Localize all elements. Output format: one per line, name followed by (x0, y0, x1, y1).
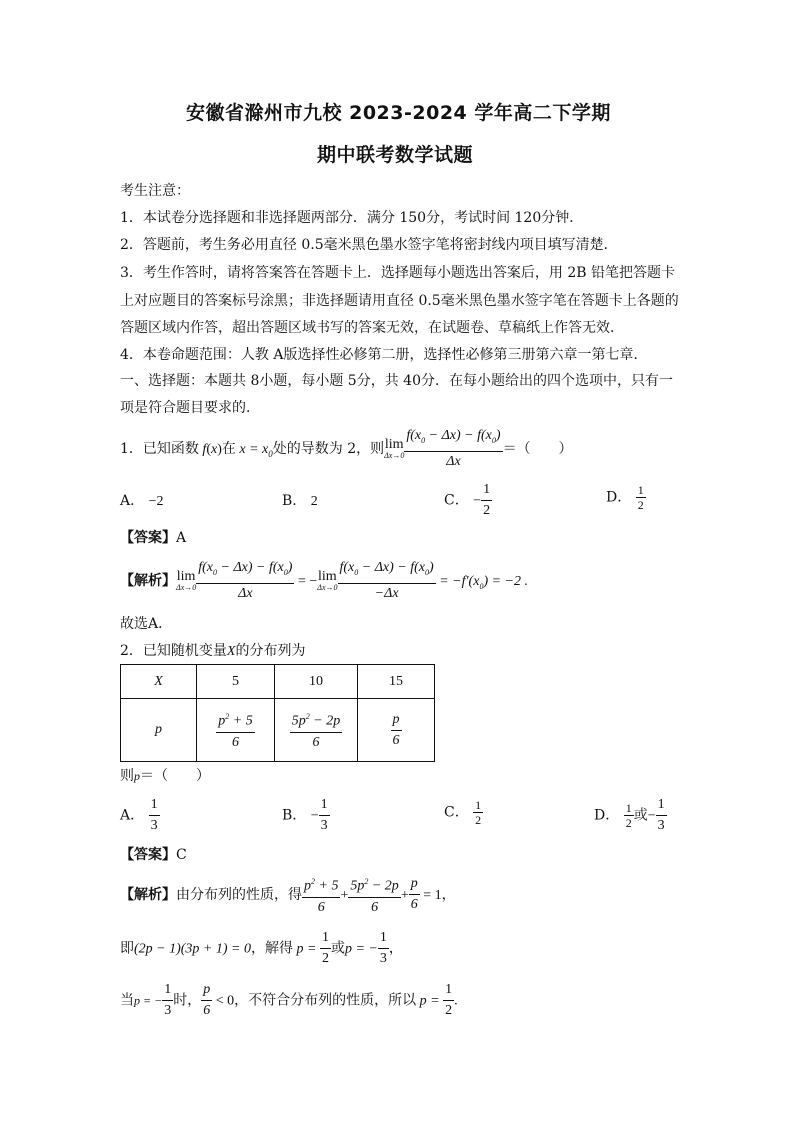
fraction-denominator: 3 (379, 951, 387, 966)
table-cell: p (121, 699, 197, 762)
formula-difference-quotient (404, 426, 502, 472)
fraction-denominator: 3 (164, 1003, 172, 1018)
formula-result: = $-f'(x_0) = -2$ . (435, 573, 528, 591)
fraction-denominator: 6 (392, 732, 400, 748)
analysis-2-text-2b: ，解得 (251, 940, 293, 957)
fraction-numerator: 1 (149, 795, 160, 816)
fraction-denominator: Δx (446, 453, 461, 469)
option-c (444, 798, 483, 827)
formula-f-of-x: f (198, 441, 207, 457)
formula-fraction (320, 928, 331, 969)
fraction-numerator: $5p^2 - 2p$ (290, 707, 342, 733)
formula-fraction (409, 874, 420, 915)
limit-word: lim (176, 568, 196, 584)
question-2-stem-b: 的分布列为 (235, 643, 306, 659)
table-cell: 10 (275, 665, 358, 699)
answer-label: 【答案】 (120, 530, 176, 546)
option-b (282, 795, 330, 836)
formula-fraction (443, 980, 454, 1021)
formula-limit (176, 570, 196, 592)
fraction-denominator: 2 (445, 1003, 453, 1018)
option-c-label: C． (444, 804, 469, 821)
fraction-denominator: 2 (483, 503, 491, 518)
fraction-numerator: p (201, 980, 212, 1001)
formula-limit (317, 570, 337, 592)
section-heading-line2: 项是符合题目要求的． (120, 400, 260, 416)
formula-x-eq-x0: $x = x_0$ (235, 441, 273, 459)
option-d-fraction-a (624, 801, 634, 830)
question-2-ask-a: 则 (120, 768, 134, 784)
option-d-label: D． (606, 489, 632, 506)
notice-heading: 考生注意： (120, 183, 190, 199)
fraction-numerator: $f(x_0 - \Delta x) - f(x_0)$ (196, 558, 294, 584)
table-row (121, 665, 435, 699)
formula-eq-minus: = − (294, 573, 318, 589)
option-d-label: D． (594, 807, 620, 824)
analysis-label: 【解析】 (120, 572, 176, 589)
fraction-denominator: 6 (203, 1003, 211, 1018)
analysis-1 (120, 558, 528, 604)
formula-period: . (454, 993, 458, 1009)
fraction-numerator: 1 (378, 928, 389, 949)
fraction-numerator: 1 (637, 483, 644, 497)
answer-2 (120, 844, 187, 864)
conclusion-1: 故选A． (120, 616, 173, 632)
formula-factored: (2p − 1)(3p + 1) = 0 (134, 941, 251, 957)
fraction-denominator: 6 (312, 734, 320, 750)
option-a-label: A． (120, 807, 145, 824)
option-b-minus: − (310, 808, 319, 824)
analysis-label: 【解析】 (120, 886, 176, 903)
cell-fraction (391, 710, 402, 751)
formula-lt-zero: < 0 (212, 993, 235, 1009)
table-row (121, 699, 435, 762)
fraction-denominator: 6 (231, 734, 239, 750)
formula-comma: ， (388, 941, 403, 957)
analysis-2-text-3c: ，不符合分布列的性质，所以 (234, 992, 417, 1009)
fraction-denominator: Δx (238, 585, 253, 601)
formula-p-eq: p = (293, 941, 320, 957)
option-d-or: 或 (633, 807, 648, 824)
table-cell: 15 (358, 665, 435, 699)
limit-subscript: Δx→0 (176, 582, 197, 592)
fraction-numerator: $f(x_0 - \Delta x) - f(x_0)$ (338, 558, 436, 584)
answer-value: C (176, 847, 187, 863)
question-1-stem-a: 已知函数 (142, 440, 199, 457)
analysis-2-text-3a: 当 (120, 992, 134, 1009)
analysis-2-text-1: 由分布列的性质，得 (176, 886, 302, 903)
answer-value: A (176, 530, 187, 546)
variable-x: X (226, 644, 236, 659)
option-b-fraction (319, 795, 330, 836)
formula-plus: + (400, 887, 409, 903)
formula-fraction (201, 980, 212, 1021)
question-number: 2． (120, 643, 143, 659)
limit-subscript: Δx→0 (384, 450, 405, 460)
option-b (282, 490, 318, 510)
question-1-tail: ＝（ ） (502, 440, 573, 457)
question-2-ask (120, 765, 210, 785)
cell-fraction (216, 707, 254, 753)
table-cell (358, 699, 435, 762)
formula-eq-one: = 1， (419, 887, 456, 903)
formula-p-eq: p = (416, 993, 444, 1009)
fraction-numerator: 1 (162, 980, 173, 1001)
fraction-numerator: $f(x_0 - \Delta x) - f(x_0)$ (404, 426, 502, 452)
option-c (444, 480, 492, 521)
option-a-label: A． (120, 493, 145, 509)
option-d-fraction (636, 483, 646, 512)
fraction-numerator: 1 (475, 798, 482, 812)
formula-limit (384, 438, 404, 460)
limit-word: lim (384, 436, 404, 452)
option-a-value: −2 (148, 494, 164, 509)
formula-paren: ( (206, 441, 211, 457)
variable-p: p (134, 769, 140, 783)
fraction-denominator: 6 (371, 899, 379, 915)
formula-difference-quotient (196, 558, 294, 604)
formula-fraction (162, 980, 173, 1021)
option-c-fraction (481, 480, 492, 521)
analysis-2-line2 (120, 928, 403, 969)
fraction-denominator: 2 (321, 951, 329, 966)
analysis-2-text-2a: 即 (120, 940, 134, 957)
option-b-value: 2 (310, 494, 318, 509)
formula-plus: + (340, 887, 349, 903)
option-b-label: B． (282, 807, 307, 824)
question-1-stem-b: 在 (221, 440, 236, 457)
question-number: 1． (120, 440, 143, 457)
notice-item-2: 2．答题前，考生务必用直径 0.5毫米黑色墨水签字笔将密封线内项目填写清楚． (120, 237, 618, 253)
answer-1 (120, 527, 186, 547)
fraction-denominator: 3 (320, 818, 328, 833)
limit-subscript: Δx→0 (317, 582, 338, 592)
formula-fraction (302, 872, 340, 918)
question-2-stem-a: 已知随机变量 (142, 643, 227, 659)
question-1-stem-c: 处的导数为 2，则 (272, 440, 385, 457)
fraction-numerator: 1 (443, 980, 454, 1001)
option-b-label: B． (282, 493, 307, 509)
fraction-numerator: $p^2 + 5$ (302, 872, 340, 898)
distribution-table (120, 664, 435, 762)
fraction-numerator: p (391, 710, 402, 731)
option-a (120, 795, 160, 836)
answer-label: 【答案】 (120, 847, 176, 863)
notice-item-1: 1．本试卷分选择题和非选择题两部分．满分 150分，考试时间 120分钟． (120, 210, 584, 226)
option-c-minus: − (473, 493, 482, 509)
question-2-stem (120, 640, 305, 660)
notice-item-3-cont2: 答题区域内作答，超出答题区域书写的答案无效，在试题卷、草稿纸上作答无效． (120, 320, 624, 336)
fraction-denominator: 3 (657, 818, 665, 833)
formula-p-eq-neg: p = − (134, 993, 163, 1008)
option-d (606, 483, 646, 512)
fraction-denominator: 2 (475, 813, 482, 827)
formula-difference-quotient-neg (338, 558, 436, 604)
table-cell: 5 (197, 665, 275, 699)
fraction-numerator: p (409, 874, 420, 895)
question-2-ask-b: ＝（ ） (140, 768, 210, 784)
option-c-label: C． (444, 492, 469, 509)
table-cell: X (121, 665, 197, 699)
option-a (120, 490, 163, 510)
fraction-numerator: 1 (320, 928, 331, 949)
table-cell (197, 699, 275, 762)
page-title-line1: 安徽省滁州市九校 2023-2024 学年高二下学期 (186, 102, 611, 124)
formula-fraction (378, 928, 389, 969)
option-d (594, 795, 667, 836)
analysis-2-text-3b: 时， (173, 992, 202, 1009)
analysis-2-or: 或 (330, 940, 345, 957)
formula-fraction (348, 872, 400, 918)
fraction-denominator: −Δx (374, 585, 399, 601)
option-a-fraction (149, 795, 160, 836)
fraction-denominator: 3 (150, 818, 158, 833)
notice-item-3-cont1: 上对应题目的答案标号涂黑；非选择题请用直径 0.5毫米黑色墨水签字笔在答题卡上各题的 (120, 293, 679, 309)
analysis-2-line3 (120, 980, 458, 1021)
fraction-denominator: 2 (637, 498, 644, 512)
fraction-numerator: $p^2 + 5$ (216, 707, 254, 733)
limit-word: lim (318, 568, 337, 584)
option-d-fraction-b (656, 795, 667, 836)
formula-x: x (210, 441, 218, 457)
fraction-numerator: 1 (656, 795, 667, 816)
fraction-numerator: 1 (481, 480, 492, 501)
fraction-numerator: $5p^2 - 2p$ (348, 872, 400, 898)
fraction-denominator: 2 (625, 816, 632, 830)
notice-item-4: 4．本卷命题范围：人教 A版选择性必修第二册，选择性必修第三册第六章一第七章． (120, 347, 648, 363)
analysis-2-line1 (120, 872, 456, 918)
fraction-denominator: 6 (410, 897, 418, 913)
option-d-minus: − (647, 808, 656, 824)
option-c-fraction (473, 798, 483, 827)
fraction-numerator: 1 (319, 795, 330, 816)
notice-item-3: 3．考生作答时，请将答案答在答题卡上．选择题每小题选出答案后，用 2B 铅笔把答题卡 (120, 265, 676, 281)
cell-fraction (290, 707, 342, 753)
fraction-denominator: 6 (317, 899, 325, 915)
page-title-line2: 期中联考数学试题 (317, 144, 474, 166)
section-heading-line1: 一、选择题：本题共 8小题，每小题 5分，共 40分．在每小题给出的四个选项中，只有一 (120, 373, 673, 389)
formula-paren: ) (217, 441, 222, 457)
table-cell (275, 699, 358, 762)
question-1-stem (120, 426, 573, 472)
fraction-numerator: 1 (625, 801, 632, 815)
formula-p-eq-neg: p = − (344, 941, 378, 957)
